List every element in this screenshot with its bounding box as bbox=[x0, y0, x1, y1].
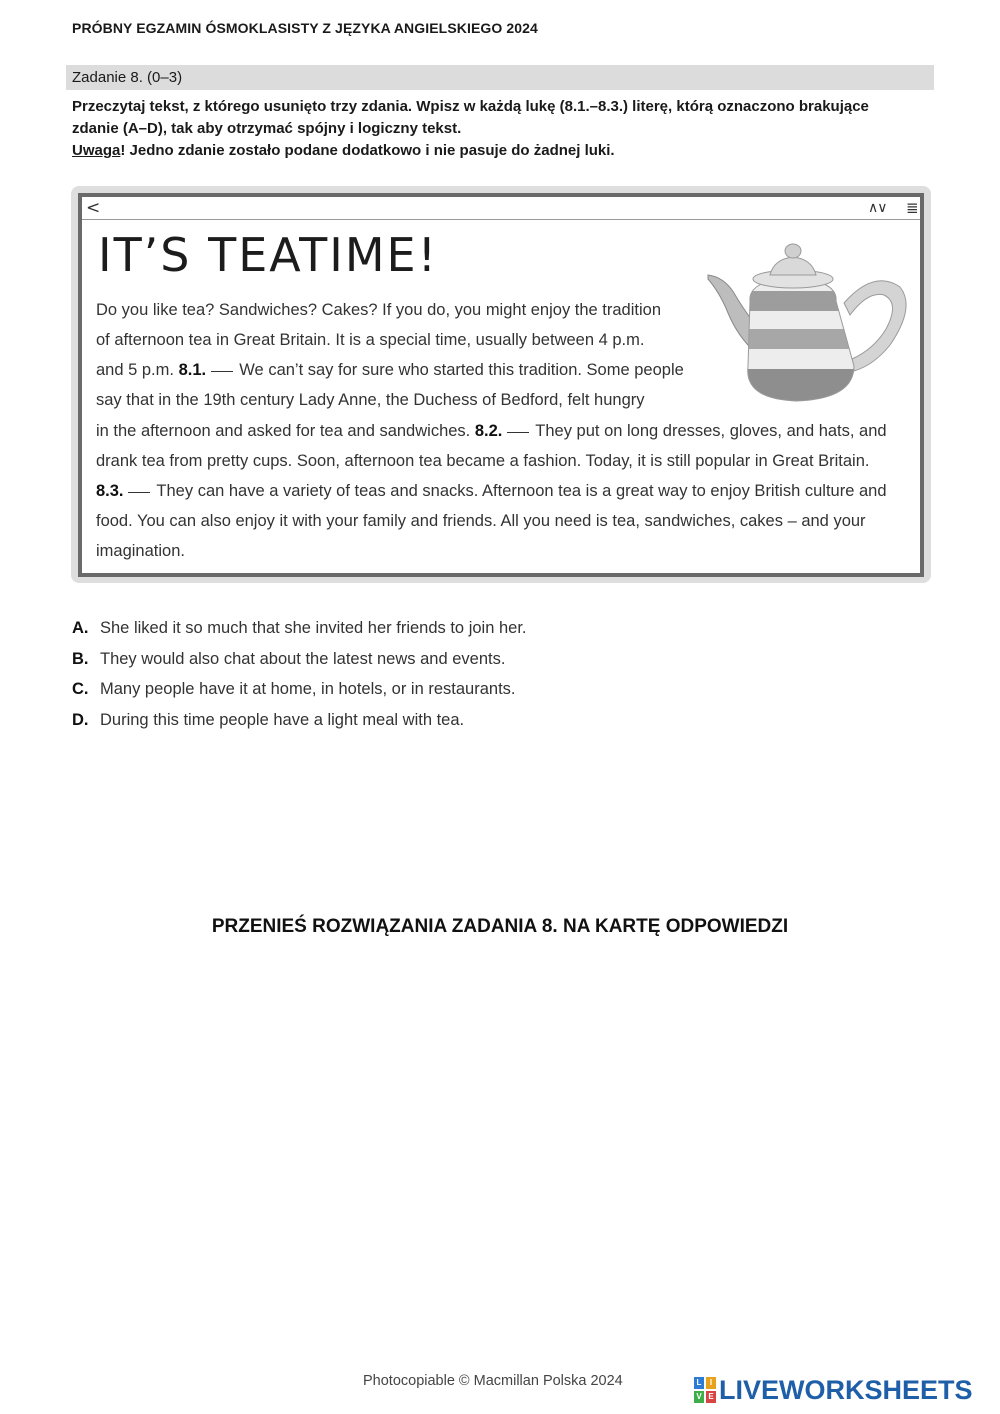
up-down-arrows-icon[interactable]: ∧∨ bbox=[868, 200, 887, 216]
instruction-note bbox=[72, 140, 942, 162]
logo-text: LIVEWORKSHEETS bbox=[719, 1374, 973, 1405]
option-c bbox=[72, 677, 527, 708]
logo-tile: E bbox=[706, 1391, 716, 1403]
option-a bbox=[72, 616, 527, 647]
gap-8-3-label: 8.3. bbox=[96, 482, 124, 500]
transfer-note: PRZENIEŚ ROZWIĄZANIA ZADANIA 8. NA KARTĘ ODPOWIEDZI bbox=[211, 916, 789, 937]
line-3-end: We can’t say for sure who started this tradition. Some people bbox=[239, 361, 684, 379]
option-b bbox=[72, 647, 527, 678]
frame-bar-line bbox=[82, 219, 920, 220]
gap-8-1-label: 8.1. bbox=[178, 361, 207, 379]
article-line-4: say that in the 19th century Lady Anne, the Duchess of Bedford, felt hungry bbox=[96, 391, 645, 409]
article-line-2: of afternoon tea in Great Britain. It is a special time, usually between 4 p.m. bbox=[96, 331, 645, 349]
logo-tiles bbox=[694, 1377, 716, 1403]
option-letter: D. bbox=[72, 710, 89, 729]
article-line-9: imagination. bbox=[96, 542, 185, 560]
option-d bbox=[72, 708, 527, 739]
options-list bbox=[72, 616, 527, 738]
line-5-start: in the afternoon and asked for tea and sandwiches. bbox=[96, 422, 471, 440]
option-text: They would also chat about the latest news and events. bbox=[100, 649, 506, 668]
task-label-bar: Zadanie 8. (0–3) bbox=[66, 65, 934, 90]
menu-icon[interactable]: ≣ bbox=[906, 199, 919, 217]
logo-tile: V bbox=[694, 1391, 704, 1403]
back-arrow-icon[interactable]: < bbox=[86, 198, 101, 218]
page-header-title: PRÓBNY EGZAMIN ÓSMOKLASISTY Z JĘZYKA ANGIELSKIEGO 2024 bbox=[72, 20, 538, 36]
article-line-5 bbox=[96, 420, 887, 442]
task-instructions bbox=[72, 96, 942, 162]
article-line-1: Do you like tea? Sandwiches? Cakes? If you do, you might enjoy the tradition bbox=[96, 301, 661, 319]
note-word: Uwaga bbox=[72, 142, 121, 159]
note-text: ! Jedno zdanie zostało podane dodatkowo i nie pasuje do żadnej luki. bbox=[120, 142, 615, 159]
logo-tile: L bbox=[694, 1377, 704, 1389]
line-5-end: They put on long dresses, gloves, and hats, and bbox=[535, 422, 887, 440]
option-letter: B. bbox=[72, 649, 89, 668]
teapot-illustration bbox=[704, 241, 910, 411]
instruction-line-2: zdanie (A–D), tak aby otrzymać spójny i logiczny tekst. bbox=[72, 120, 462, 137]
gap-8-2-blank[interactable] bbox=[507, 431, 529, 433]
gap-8-2-label: 8.2. bbox=[474, 422, 503, 440]
article-title: IT’S TEATIME! bbox=[98, 228, 439, 282]
option-letter: A. bbox=[72, 619, 89, 637]
copyright-note: Photocopiable © Macmillan Polska 2024 bbox=[363, 1373, 623, 1389]
option-text: During this time people have a light meal with tea. bbox=[100, 710, 465, 729]
article-line-8: food. You can also enjoy it with your family and friends. All you need is tea, sandwiches, cakes – and your bbox=[96, 512, 866, 530]
liveworksheets-logo[interactable] bbox=[694, 1376, 973, 1404]
option-text: She liked it so much that she invited her friends to join her. bbox=[100, 619, 527, 637]
article-line-3 bbox=[96, 359, 684, 381]
line-3-start: and 5 p.m. bbox=[96, 361, 174, 379]
option-text: Many people have it at home, in hotels, or in restaurants. bbox=[100, 680, 516, 698]
logo-tile: I bbox=[706, 1377, 716, 1389]
line-7-end: They can have a variety of teas and snacks. Afternoon tea is a great way to enjoy British culture and bbox=[156, 482, 887, 500]
gap-8-3-blank[interactable] bbox=[128, 491, 150, 493]
article-line-7 bbox=[96, 480, 887, 502]
option-letter: C. bbox=[72, 680, 89, 698]
article-frame bbox=[78, 193, 924, 577]
article-line-6: drank tea from pretty cups. Soon, afternoon tea became a fashion. Today, it is still popular in Great Britain. bbox=[96, 452, 870, 470]
instruction-line-1: Przeczytaj tekst, z którego usunięto trzy zdania. Wpisz w każdą lukę (8.1.–8.3.) literę, którą oznaczono brakujące bbox=[72, 98, 869, 115]
gap-8-1-blank[interactable] bbox=[211, 370, 233, 372]
